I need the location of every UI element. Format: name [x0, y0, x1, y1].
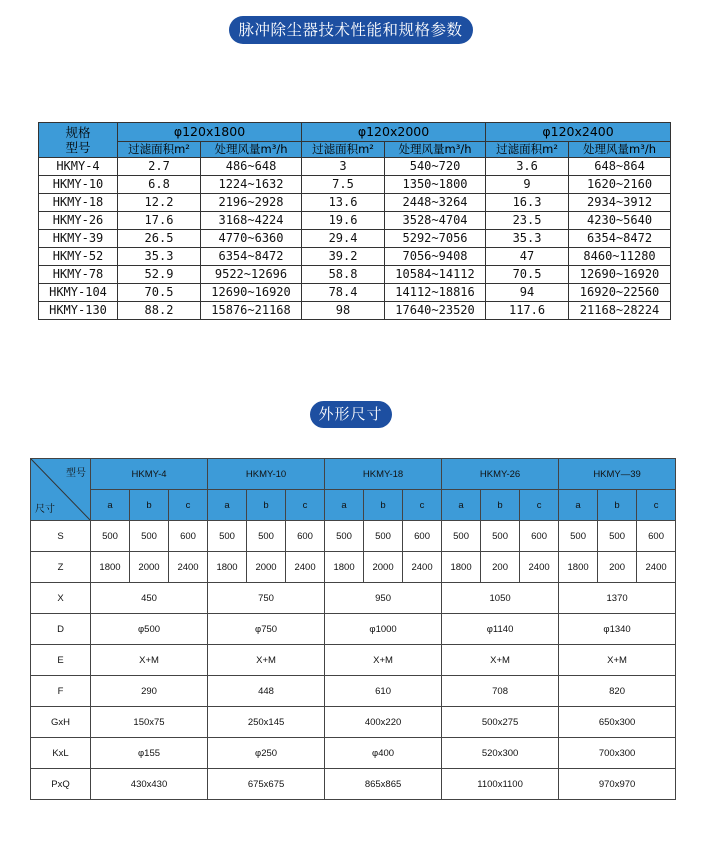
spec-corner-top: 规格	[65, 125, 91, 140]
spec-model-cell: HKMY-104	[39, 284, 118, 302]
dimension-corner-cell	[31, 459, 91, 521]
dimension-subheader-row	[31, 490, 676, 521]
spec-value-cell: 94	[486, 284, 569, 302]
spec-value-cell: 6354~8472	[201, 248, 302, 266]
dimension-value-cell: 250x145	[208, 707, 325, 738]
spec-subheader-row	[39, 141, 671, 157]
dimension-corner-bottom: 尺寸	[35, 504, 55, 515]
dimension-value-cell: X+M	[208, 645, 325, 676]
spec-row	[39, 266, 671, 284]
dimension-value-cell: 430x430	[91, 769, 208, 800]
spec-group-header: φ120x2000	[302, 123, 486, 142]
spec-value-cell: 58.8	[302, 266, 385, 284]
spec-value-cell: 2196~2928	[201, 194, 302, 212]
spec-row	[39, 230, 671, 248]
dimension-row	[31, 521, 676, 552]
dimension-value-cell: 600	[637, 521, 676, 552]
spec-value-cell: 1620~2160	[569, 176, 671, 194]
spec-value-cell: 88.2	[118, 302, 201, 320]
dimension-value-cell: φ155	[91, 738, 208, 769]
dimension-value-cell: 2400	[286, 552, 325, 583]
spec-value-cell: 540~720	[385, 158, 486, 176]
dimension-subheader: b	[481, 490, 520, 521]
spec-value-cell: 12690~16920	[569, 266, 671, 284]
spec-value-cell: 70.5	[118, 284, 201, 302]
dimension-value-cell: X+M	[325, 645, 442, 676]
dimension-value-cell: 1050	[442, 583, 559, 614]
spec-value-cell: 23.5	[486, 212, 569, 230]
spec-subheader: 处理风量m³/h	[385, 141, 486, 157]
dimension-label: KxL	[31, 738, 91, 769]
spec-value-cell: 16.3	[486, 194, 569, 212]
spec-value-cell: 6.8	[118, 176, 201, 194]
dimension-corner-top: 型号	[66, 468, 86, 479]
spec-subheader: 过滤面积m²	[118, 141, 201, 157]
dimension-value-cell: 500	[247, 521, 286, 552]
dimension-label: Z	[31, 552, 91, 583]
spec-row	[39, 284, 671, 302]
dimension-value-cell: 500	[130, 521, 169, 552]
spec-value-cell: 486~648	[201, 158, 302, 176]
dimension-value-cell: 448	[208, 676, 325, 707]
dimension-value-cell: 610	[325, 676, 442, 707]
dimension-value-cell: 820	[559, 676, 676, 707]
dimension-row	[31, 614, 676, 645]
dimension-value-cell: 970x970	[559, 769, 676, 800]
dimension-value-cell: 2400	[169, 552, 208, 583]
dimension-value-cell: 450	[91, 583, 208, 614]
dimension-subheader: b	[130, 490, 169, 521]
spec-value-cell: 117.6	[486, 302, 569, 320]
dimension-value-cell: φ1000	[325, 614, 442, 645]
dimension-value-cell: 2400	[637, 552, 676, 583]
dimension-value-cell: φ1140	[442, 614, 559, 645]
dimension-value-cell: φ750	[208, 614, 325, 645]
spec-value-cell: 7056~9408	[385, 248, 486, 266]
dimension-subheader: b	[598, 490, 637, 521]
dimension-value-cell: 150x75	[91, 707, 208, 738]
spec-value-cell: 3.6	[486, 158, 569, 176]
dimension-value-cell: 700x300	[559, 738, 676, 769]
spec-value-cell: 2934~3912	[569, 194, 671, 212]
dimension-value-cell: 500	[364, 521, 403, 552]
dimension-model-header: HKMY-18	[325, 459, 442, 490]
spec-value-cell: 1350~1800	[385, 176, 486, 194]
spec-model-cell: HKMY-10	[39, 176, 118, 194]
spec-row	[39, 248, 671, 266]
dimension-header-row	[31, 459, 676, 490]
dimension-value-cell: 708	[442, 676, 559, 707]
dimension-value-cell: 500x275	[442, 707, 559, 738]
spec-value-cell: 3	[302, 158, 385, 176]
dimension-value-cell: 1800	[442, 552, 481, 583]
dimension-value-cell: φ1340	[559, 614, 676, 645]
dimension-subheader: a	[442, 490, 481, 521]
dimension-label: E	[31, 645, 91, 676]
spec-value-cell: 13.6	[302, 194, 385, 212]
dimension-subheader: c	[286, 490, 325, 521]
dimension-value-cell: 520x300	[442, 738, 559, 769]
dimension-value-cell: 1800	[325, 552, 364, 583]
dimension-value-cell: 290	[91, 676, 208, 707]
dimension-row	[31, 707, 676, 738]
spec-value-cell: 9	[486, 176, 569, 194]
spec-value-cell: 8460~11280	[569, 248, 671, 266]
spec-value-cell: 7.5	[302, 176, 385, 194]
spec-value-cell: 70.5	[486, 266, 569, 284]
spec-subheader: 处理风量m³/h	[569, 141, 671, 157]
dimension-model-header: HKMY-4	[91, 459, 208, 490]
dimension-value-cell: 200	[481, 552, 520, 583]
dimension-subheader: a	[91, 490, 130, 521]
dimension-subheader: b	[364, 490, 403, 521]
spec-value-cell: 78.4	[302, 284, 385, 302]
dimension-value-cell: X+M	[91, 645, 208, 676]
dimension-value-cell: φ400	[325, 738, 442, 769]
spec-subheader: 处理风量m³/h	[201, 141, 302, 157]
dimension-value-cell: 500	[598, 521, 637, 552]
spec-value-cell: 26.5	[118, 230, 201, 248]
dimension-value-cell: 600	[169, 521, 208, 552]
dimension-value-cell: 1800	[208, 552, 247, 583]
dimension-value-cell: 600	[403, 521, 442, 552]
dimension-value-cell: 2000	[130, 552, 169, 583]
dimension-value-cell: 500	[325, 521, 364, 552]
dimension-value-cell: 2400	[403, 552, 442, 583]
spec-value-cell: 12.2	[118, 194, 201, 212]
spec-value-cell: 3168~4224	[201, 212, 302, 230]
spec-group-header: φ120x2400	[486, 123, 671, 142]
dimension-model-header: HKMY—39	[559, 459, 676, 490]
dimension-row	[31, 645, 676, 676]
dimension-subheader: c	[520, 490, 559, 521]
spec-subheader: 过滤面积m²	[486, 141, 569, 157]
dimension-value-cell: X+M	[442, 645, 559, 676]
spec-value-cell: 52.9	[118, 266, 201, 284]
spec-value-cell: 5292~7056	[385, 230, 486, 248]
spec-section-title: 脉冲除尘器技术性能和规格参数	[228, 16, 472, 44]
spec-value-cell: 21168~28224	[569, 302, 671, 320]
spec-value-cell: 15876~21168	[201, 302, 302, 320]
spec-value-cell: 3528~4704	[385, 212, 486, 230]
spec-value-cell: 19.6	[302, 212, 385, 230]
spec-value-cell: 12690~16920	[201, 284, 302, 302]
dimension-subheader: b	[247, 490, 286, 521]
dimension-value-cell: 400x220	[325, 707, 442, 738]
dimension-value-cell: 2000	[247, 552, 286, 583]
spec-value-cell: 98	[302, 302, 385, 320]
dimension-value-cell: 1800	[559, 552, 598, 583]
dimension-value-cell: 600	[286, 521, 325, 552]
dimension-subheader: c	[403, 490, 442, 521]
spec-row	[39, 176, 671, 194]
dimension-model-header: HKMY-26	[442, 459, 559, 490]
spec-value-cell: 35.3	[486, 230, 569, 248]
spec-model-cell: HKMY-39	[39, 230, 118, 248]
dimension-value-cell: φ500	[91, 614, 208, 645]
spec-value-cell: 29.4	[302, 230, 385, 248]
dimension-label: GxH	[31, 707, 91, 738]
dimension-value-cell: φ250	[208, 738, 325, 769]
dimension-row	[31, 738, 676, 769]
spec-model-cell: HKMY-4	[39, 158, 118, 176]
spec-value-cell: 10584~14112	[385, 266, 486, 284]
spec-corner-cell	[39, 123, 118, 158]
spec-value-cell: 47	[486, 248, 569, 266]
dimension-label: X	[31, 583, 91, 614]
spec-value-cell: 2.7	[118, 158, 201, 176]
spec-value-cell: 9522~12696	[201, 266, 302, 284]
dimension-row	[31, 583, 676, 614]
dimension-value-cell: 2000	[364, 552, 403, 583]
spec-row	[39, 212, 671, 230]
dimension-label: D	[31, 614, 91, 645]
spec-model-cell: HKMY-18	[39, 194, 118, 212]
dimension-value-cell: 500	[481, 521, 520, 552]
spec-value-cell: 16920~22560	[569, 284, 671, 302]
spec-model-cell: HKMY-26	[39, 212, 118, 230]
spec-value-cell: 4770~6360	[201, 230, 302, 248]
dimension-value-cell: 675x675	[208, 769, 325, 800]
dimension-label: PxQ	[31, 769, 91, 800]
spec-model-cell: HKMY-52	[39, 248, 118, 266]
dimension-value-cell: 750	[208, 583, 325, 614]
spec-subheader: 过滤面积m²	[302, 141, 385, 157]
spec-value-cell: 1224~1632	[201, 176, 302, 194]
dimension-value-cell: 500	[208, 521, 247, 552]
dimension-value-cell: X+M	[559, 645, 676, 676]
spec-row	[39, 194, 671, 212]
dimension-subheader: a	[325, 490, 364, 521]
dimension-model-header: HKMY-10	[208, 459, 325, 490]
spec-value-cell: 4230~5640	[569, 212, 671, 230]
dimension-value-cell: 600	[520, 521, 559, 552]
dimension-subheader: a	[559, 490, 598, 521]
spec-value-cell: 648~864	[569, 158, 671, 176]
spec-corner-bottom: 型号	[65, 140, 91, 155]
spec-group-header: φ120x1800	[118, 123, 302, 142]
dimension-value-cell: 500	[91, 521, 130, 552]
spec-model-cell: HKMY-130	[39, 302, 118, 320]
dimension-table	[30, 458, 676, 800]
dimension-value-cell: 2400	[520, 552, 559, 583]
dimension-value-cell: 865x865	[325, 769, 442, 800]
dimension-row	[31, 552, 676, 583]
spec-header-row	[39, 123, 671, 142]
dimension-subheader: c	[637, 490, 676, 521]
spec-row	[39, 302, 671, 320]
dimension-row	[31, 676, 676, 707]
dimension-label: S	[31, 521, 91, 552]
dimension-value-cell: 500	[559, 521, 598, 552]
spec-model-cell: HKMY-78	[39, 266, 118, 284]
dimension-value-cell: 1800	[91, 552, 130, 583]
dimension-value-cell: 1100x1100	[442, 769, 559, 800]
spec-value-cell: 2448~3264	[385, 194, 486, 212]
dimension-section-title: 外形尺寸	[309, 401, 391, 428]
dimension-value-cell: 950	[325, 583, 442, 614]
dimension-label: F	[31, 676, 91, 707]
dimension-row	[31, 769, 676, 800]
spec-value-cell: 35.3	[118, 248, 201, 266]
dimension-value-cell: 650x300	[559, 707, 676, 738]
spec-table	[38, 122, 671, 320]
dimension-value-cell: 1370	[559, 583, 676, 614]
spec-value-cell: 39.2	[302, 248, 385, 266]
dimension-value-cell: 500	[442, 521, 481, 552]
spec-value-cell: 17640~23520	[385, 302, 486, 320]
spec-value-cell: 6354~8472	[569, 230, 671, 248]
dimension-subheader: a	[208, 490, 247, 521]
dimension-value-cell: 200	[598, 552, 637, 583]
spec-row	[39, 158, 671, 176]
spec-value-cell: 14112~18816	[385, 284, 486, 302]
spec-value-cell: 17.6	[118, 212, 201, 230]
dimension-subheader: c	[169, 490, 208, 521]
